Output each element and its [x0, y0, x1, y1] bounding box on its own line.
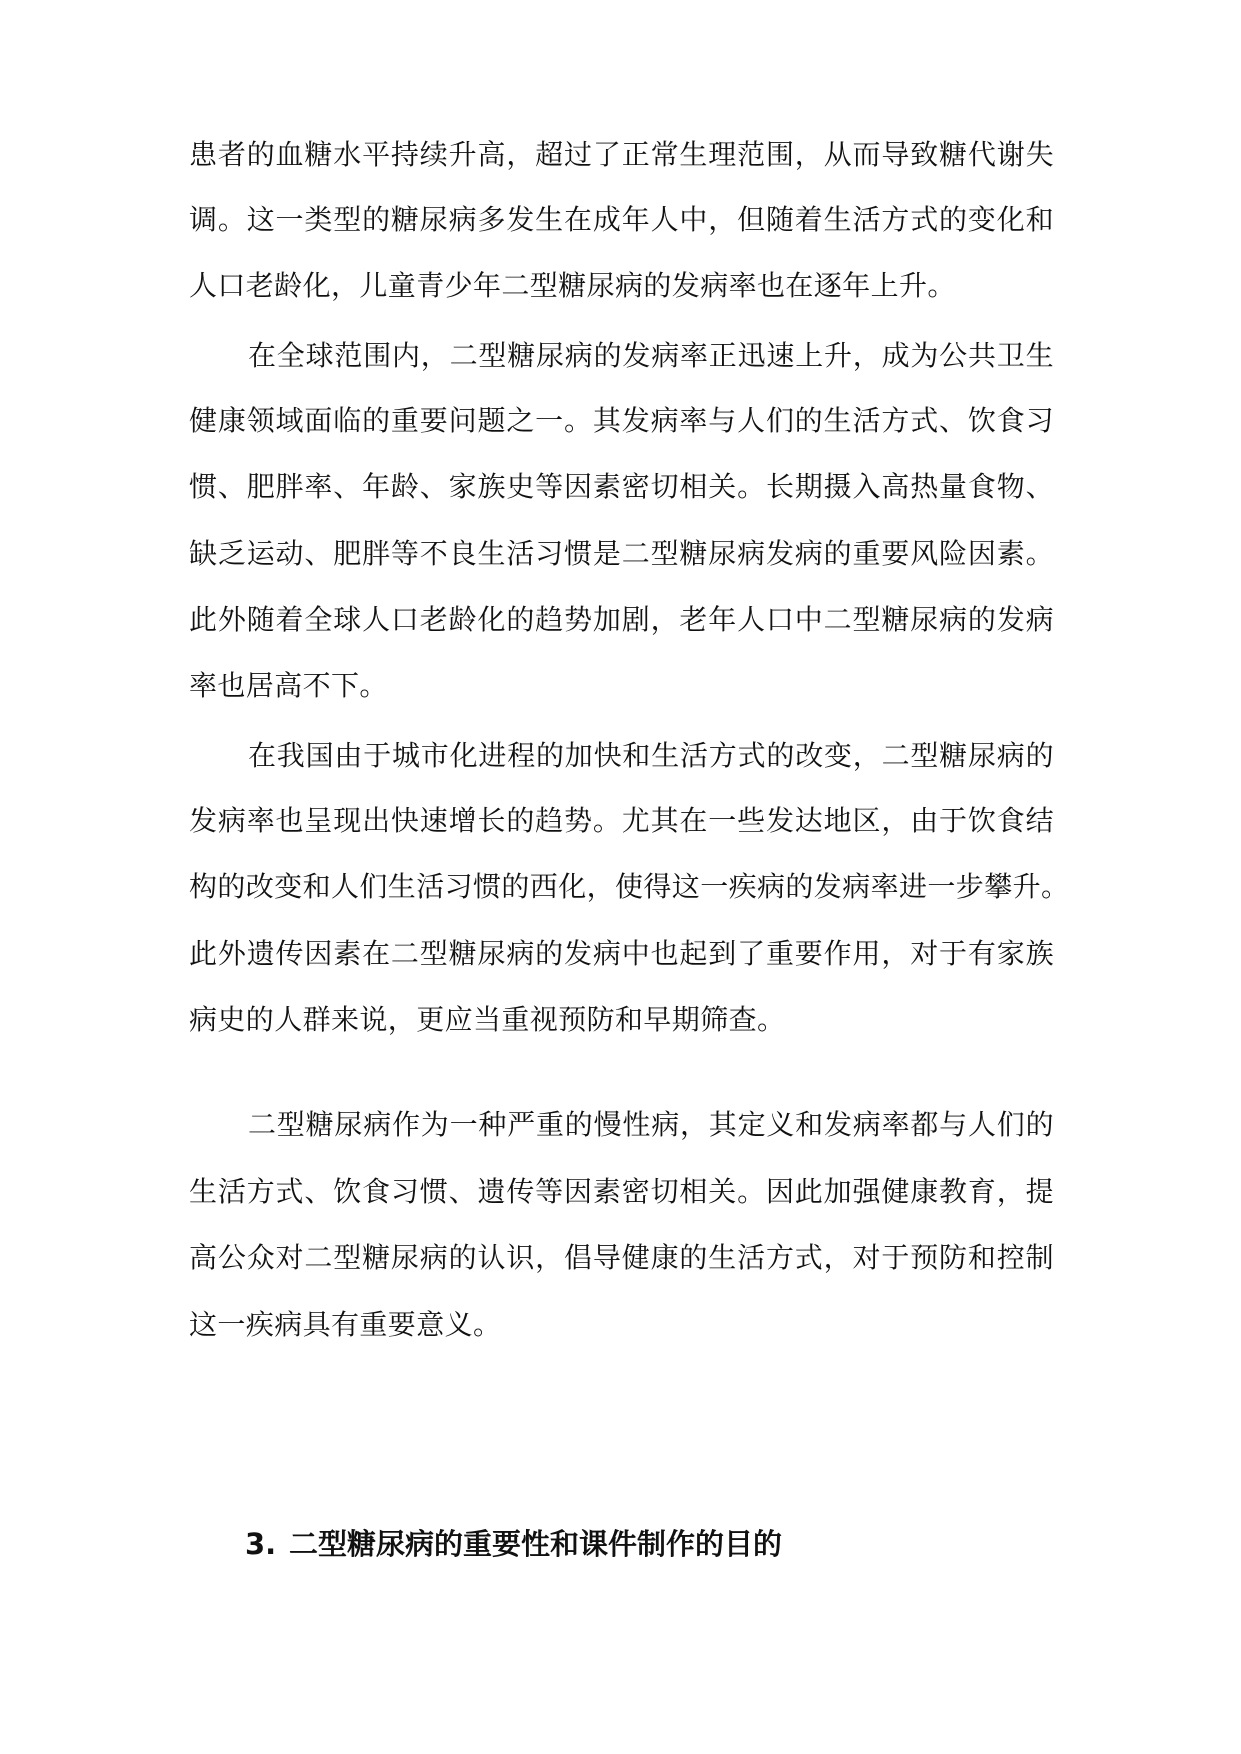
paragraph-line: 高公众对二型糖尿病的认识，倡导健康的生活方式，对于预防和控制: [189, 1241, 1054, 1274]
paragraph-line: 缺乏运动、肥胖等不良生活习惯是二型糖尿病发病的重要风险因素。: [189, 537, 1054, 570]
paragraph-line: 二型糖尿病作为一种严重的慢性病，其定义和发病率都与人们的: [248, 1108, 1054, 1141]
paragraph-line: 在全球范围内，二型糖尿病的发病率正迅速上升，成为公共卫生: [248, 339, 1054, 372]
section-number: 3.: [245, 1527, 277, 1561]
paragraph-line: 在我国由于城市化进程的加快和生活方式的改变，二型糖尿病的: [248, 739, 1054, 772]
paragraph-line: 人口老龄化，儿童青少年二型糖尿病的发病率也在逐年上升。: [189, 269, 956, 302]
paragraph-line: 此外随着全球人口老龄化的趋势加剧，老年人口中二型糖尿病的发病: [189, 603, 1054, 636]
section-title: 二型糖尿病的重要性和课件制作的目的: [289, 1527, 783, 1561]
section-heading: [245, 1524, 782, 1564]
paragraph-line: 生活方式、饮食习惯、遗传等因素密切相关。因此加强健康教育，提: [189, 1175, 1054, 1208]
paragraph-line: 调。这一类型的糖尿病多发生在成年人中，但随着生活方式的变化和: [189, 203, 1054, 236]
paragraph-line: 健康领域面临的重要问题之一。其发病率与人们的生活方式、饮食习: [189, 404, 1054, 437]
paragraph-line: 构的改变和人们生活习惯的西化，使得这一疾病的发病率进一步攀升。: [189, 870, 1070, 903]
paragraph-line: 患者的血糖水平持续升高，超过了正常生理范围，从而导致糖代谢失: [189, 138, 1054, 171]
paragraph-line: 这一疾病具有重要意义。: [189, 1308, 502, 1341]
paragraph-line: 病史的人群来说，更应当重视预防和早期筛查。: [189, 1003, 786, 1036]
paragraph-line: 发病率也呈现出快速增长的趋势。尤其在一些发达地区，由于饮食结: [189, 804, 1054, 837]
paragraph-line: 此外遗传因素在二型糖尿病的发病中也起到了重要作用，对于有家族: [189, 937, 1054, 970]
paragraph-line: 惯、肥胖率、年龄、家族史等因素密切相关。长期摄入高热量食物、: [189, 470, 1054, 503]
paragraph-line: 率也居高不下。: [189, 669, 388, 702]
